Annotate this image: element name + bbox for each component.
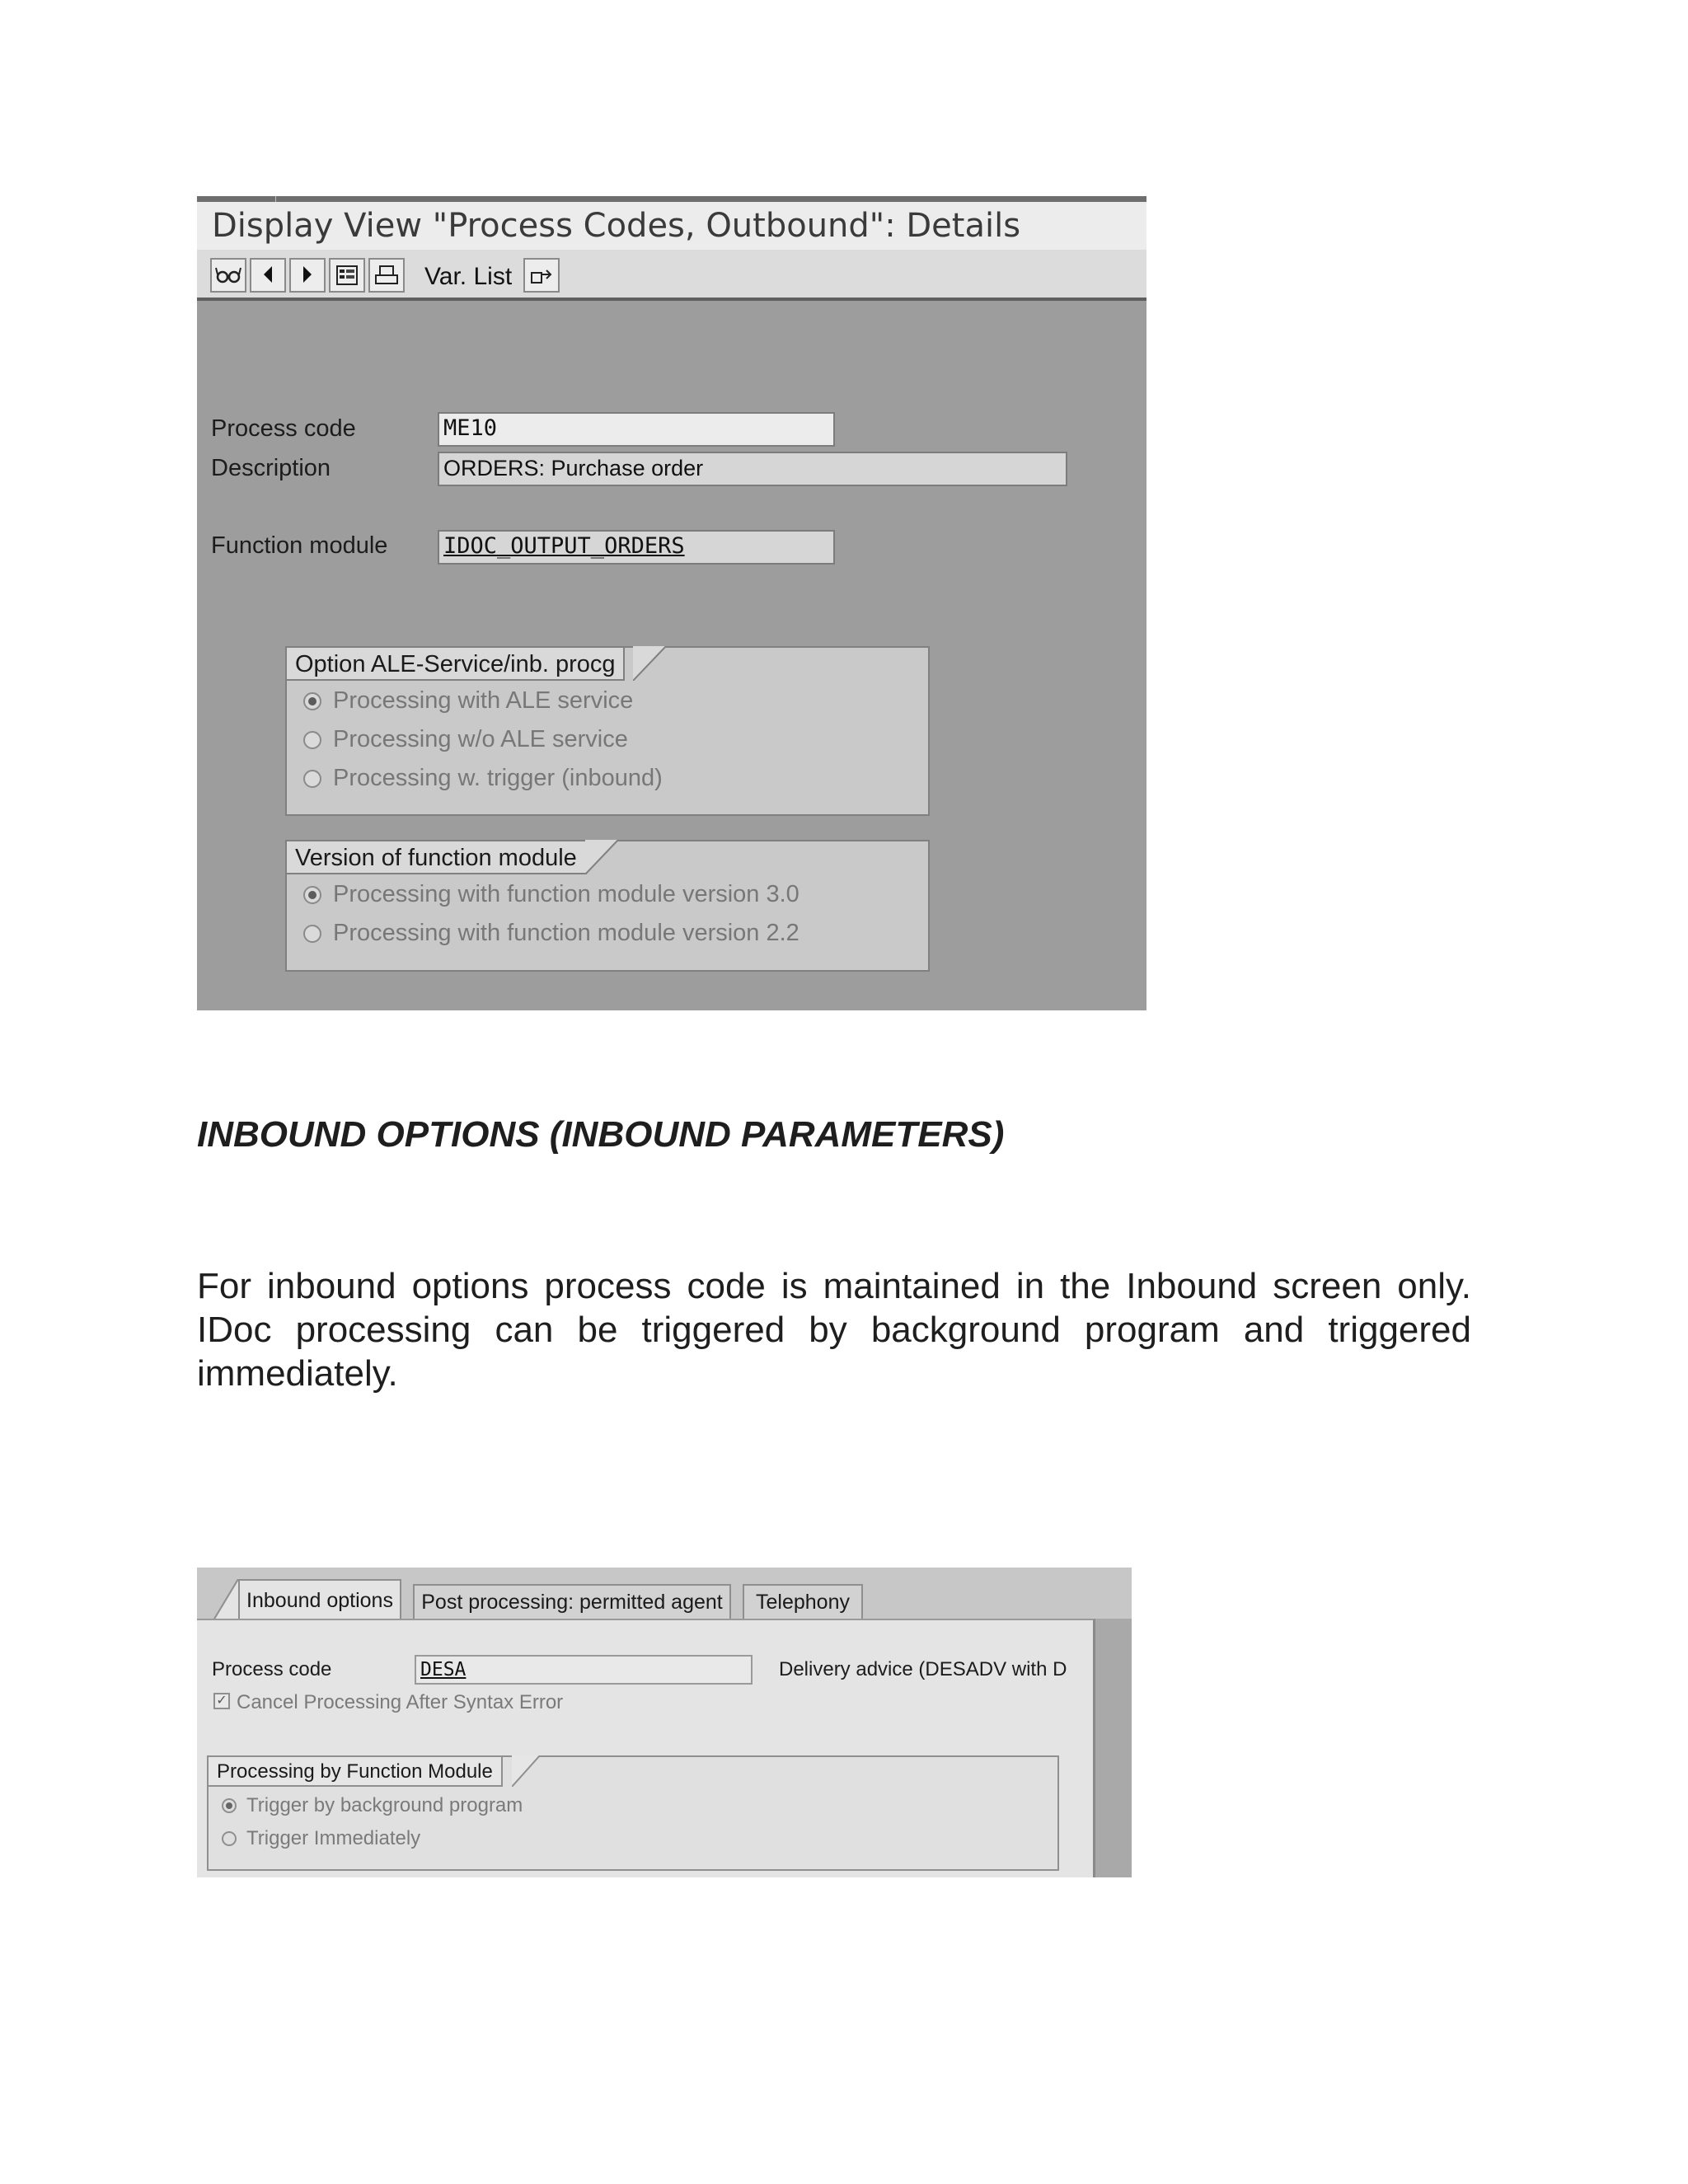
panel-scroll-edge [1095,1619,1132,1877]
group-title-slant [633,646,666,681]
glasses-icon[interactable] [210,258,246,293]
version-group [285,840,930,972]
option-version-30: Processing with function module version 3.0 [333,881,799,907]
sap-process-code-screen [197,196,1146,1010]
export-icon[interactable] [523,258,560,293]
window-top-border [197,196,1146,202]
radio-trigger-immediately[interactable] [222,1831,237,1846]
var-list-button[interactable]: Var. List [424,263,513,290]
screen-title: Display View "Process Codes, Outbound": Details [197,202,1146,250]
body-paragraph: For inbound options process code is maintained in the Inbound screen only. IDoc processing can be triggered by background program and triggered immediately. [197,1266,1471,1394]
group-title-slant [512,1755,540,1787]
process-code-field[interactable]: ME10 [438,412,835,447]
function-module-field[interactable]: IDOC_OUTPUT_ORDERS [438,530,835,565]
process-code-label: Process code [212,1658,332,1680]
tab-telephony[interactable]: Telephony [743,1584,863,1619]
cancel-checkbox-label: Cancel Processing After Syntax Error [237,1691,564,1713]
radio-trigger-inbound[interactable] [303,770,321,788]
arrow-left-icon[interactable] [250,258,286,293]
processing-group-title: Processing by Function Module [209,1757,503,1787]
process-code-description: Delivery advice (DESADV with D [779,1658,1067,1680]
option-without-ale: Processing w/o ALE service [333,726,628,752]
tab-post-processing[interactable]: Post processing: permitted agent [413,1584,731,1619]
radio-version-22[interactable] [303,925,321,943]
process-code-label: Process code [211,415,356,442]
processing-function-module-group [207,1755,1059,1871]
group-title-slant [585,840,618,874]
process-code-field[interactable]: DESA [415,1655,753,1685]
radio-version-30[interactable] [303,886,321,904]
ale-option-group [285,646,930,816]
ale-option-group-title: Option ALE-Service/inb. procg [287,648,625,681]
select-all-icon[interactable] [329,258,365,293]
version-group-title: Version of function module [287,841,587,874]
application-toolbar [197,250,1146,301]
arrow-right-icon[interactable] [289,258,326,293]
option-trigger-immediately: Trigger Immediately [246,1827,421,1849]
inbound-options-panel [197,1619,1095,1877]
option-trigger-inbound: Processing w. trigger (inbound) [333,765,663,791]
window-top-mark [275,196,276,202]
description-field[interactable]: ORDERS: Purchase order [438,452,1067,486]
option-ale-service: Processing with ALE service [333,687,634,714]
section-heading: INBOUND OPTIONS (INBOUND PARAMETERS) [197,1114,1005,1155]
tab-inbound-options[interactable]: Inbound options [238,1579,401,1620]
cancel-checkbox[interactable]: ✓ [213,1693,230,1709]
tab-slant [213,1579,238,1620]
radio-trigger-background[interactable] [222,1798,237,1813]
function-module-label: Function module [211,532,388,559]
description-label: Description [211,455,331,481]
print-icon[interactable] [368,258,405,293]
radio-without-ale[interactable] [303,731,321,749]
tabstrip [197,1568,1132,1619]
radio-ale-service[interactable] [303,692,321,710]
sap-inbound-options-screen [197,1568,1132,1877]
option-version-22: Processing with function module version 2.2 [333,920,799,946]
option-trigger-background: Trigger by background program [246,1794,523,1816]
